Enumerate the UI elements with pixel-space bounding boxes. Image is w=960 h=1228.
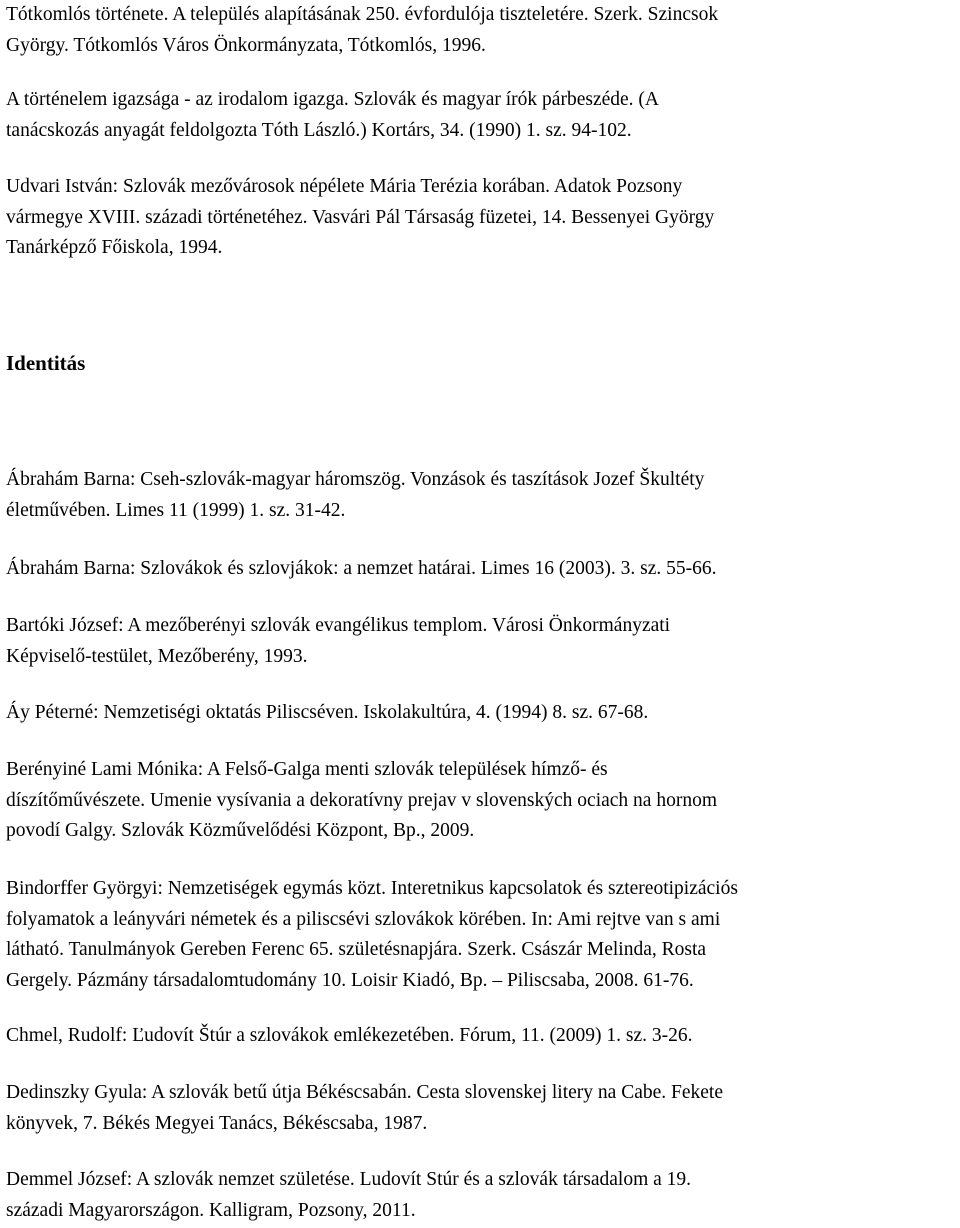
bibliography-entry: Bindorffer Györgyi: Nemzetiségek egymás közt. Interetnikus kapcsolatok és sztereotipizációs folyamatok a leányvári németek és a piliscsévi szlovákok körében. In: Ami rejtve van s ami látható. Tanulmányok Gereben Ferenc 65. születésnapjára. Szerk. Császár Melinda, Rosta Gergely. Pázmány társadalomtudomány 10. Loisir Kiadó, Bp. – Piliscsaba, 2008. 61-76. bbox=[6, 878, 738, 991]
bibliography-entry: Bartóki József: A mezőberényi szlovák evangélikus templom. Városi Önkormányzati Képviselő-testület, Mezőberény, 1993. bbox=[6, 615, 671, 667]
section-heading: Identitás bbox=[6, 351, 86, 375]
bibliography-entry: Demmel József: A szlovák nemzet születése. Ludovít Stúr és a szlovák társadalom a 19. századi Magyarországon. Kalligram, Pozsony, 2011. bbox=[6, 1169, 692, 1221]
bibliography-entry: Ábrahám Barna: Cseh-szlovák-magyar háromszög. Vonzások és taszítások Jozef Škultéty életművében. Limes 11 (1999) 1. sz. 31-42. bbox=[6, 469, 705, 521]
bibliography-entry: Udvari István: Szlovák mezővárosok népélete Mária Terézia korában. Adatok Pozsony vármegye XVIII. századi történetéhez. Vasvári Pál Társaság füzetei, 14. Bessenyei György Tanárképző Főiskola, 1994. bbox=[6, 176, 715, 258]
bibliography-entry: Dedinszky Gyula: A szlovák betű útja Békéscsabán. Cesta slovenskej litery na Cabe. Fekete könyvek, 7. Békés Megyei Tanács, Békéscsaba, 1987. bbox=[6, 1082, 723, 1134]
bibliography-entry: Áy Péterné: Nemzetiségi oktatás Piliscséven. Iskolakultúra, 4. (1994) 8. sz. 67-68. bbox=[6, 702, 649, 723]
bibliography-entry: Berényiné Lami Mónika: A Felső-Galga menti szlovák települések hímző- és díszítőművészete. Umenie vysívania a dekoratívny prejav v slovenských ociach na hornom povodí Galgy. Szlovák Közművelődési Központ, Bp., 2009. bbox=[6, 759, 717, 841]
bibliography-entry: A történelem igazsága - az irodalom igazga. Szlovák és magyar írók párbeszéde. (A tanácskozás anyagát feldolgozta Tóth László.) Kortárs, 34. (1990) 1. sz. 94-102. bbox=[6, 89, 659, 141]
bibliography-entry: Tótkomlós története. A település alapításának 250. évfordulója tiszteletére. Szerk. Szincsok György. Tótkomlós Város Önkormányzata, Tótkomlós, 1996. bbox=[6, 4, 719, 56]
bibliography-entry: Ábrahám Barna: Szlovákok és szlovjákok: a nemzet határai. Limes 16 (2003). 3. sz. 55-66. bbox=[6, 558, 717, 579]
bibliography-entry: Chmel, Rudolf: Ľudovít Štúr a szlovákok emlékezetében. Fórum, 11. (2009) 1. sz. 3-26. bbox=[6, 1025, 693, 1046]
